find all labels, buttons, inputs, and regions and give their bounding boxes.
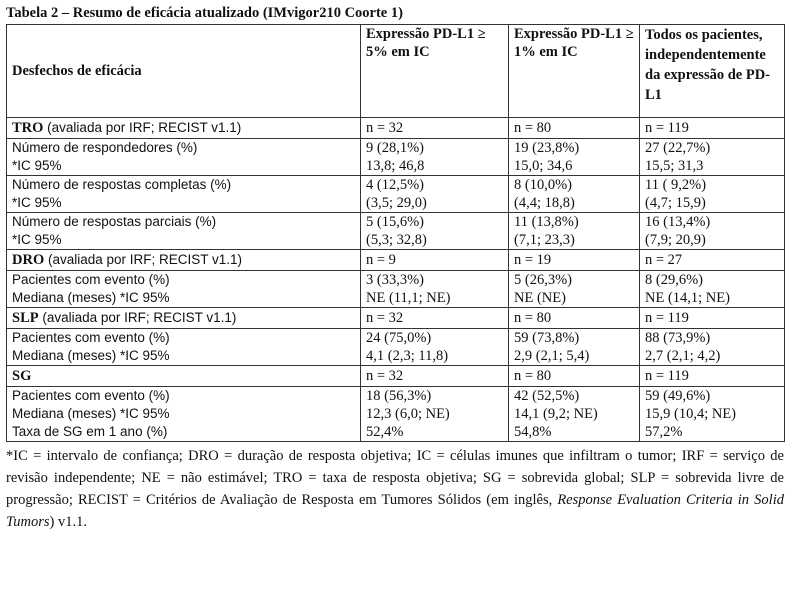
efficacy-table (6, 24, 785, 442)
row-label: Pacientes com evento (%) Mediana (meses) *IC 95% (7, 271, 361, 308)
table-cell: 3 (33,3%) NE (11,1; NE) (361, 271, 509, 308)
table-cell: 16 (13,4%) (7,9; 20,9) (640, 213, 785, 250)
table-cell: 27 (22,7%) 15,5; 31,3 (640, 139, 785, 176)
table-cell: n = 119 (640, 308, 785, 329)
table-cell: n = 32 (361, 118, 509, 139)
table-cell: n = 80 (509, 308, 640, 329)
table-cell: 24 (75,0%) 4,1 (2,3; 11,8) (361, 329, 509, 366)
row-label: Pacientes com evento (%) Mediana (meses) *IC 95% Taxa de SG em 1 ano (%) (7, 387, 361, 442)
header-all-patients: Todos os pacientes, independentemente da expressão de PD-L1 (640, 25, 785, 118)
table-cell: 59 (49,6%) 15,9 (10,4; NE) 57,2% (640, 387, 785, 442)
row-label: Número de respostas completas (%) *IC 95% (7, 176, 361, 213)
table-cell: n = 9 (361, 250, 509, 271)
table-cell: n = 119 (640, 366, 785, 387)
table-cell: n = 119 (640, 118, 785, 139)
table-cell: 18 (56,3%) 12,3 (6,0; NE) 52,4% (361, 387, 509, 442)
section-label: SLP (avaliada por IRF; RECIST v1.1) (7, 308, 361, 329)
section-label: SG (7, 366, 361, 387)
table-cell: 88 (73,9%) 2,7 (2,1; 4,2) (640, 329, 785, 366)
table-cell: n = 19 (509, 250, 640, 271)
table-row (7, 139, 785, 176)
row-label: Pacientes com evento (%) Mediana (meses) *IC 95% (7, 329, 361, 366)
table-cell: 5 (26,3%) NE (NE) (509, 271, 640, 308)
table-cell: n = 80 (509, 366, 640, 387)
table-cell: 8 (29,6%) NE (14,1; NE) (640, 271, 785, 308)
section-label: DRO (avaliada por IRF; RECIST v1.1) (7, 250, 361, 271)
table-row (7, 176, 785, 213)
table-cell: 11 ( 9,2%) (4,7; 15,9) (640, 176, 785, 213)
table-cell: 8 (10,0%) (4,4; 18,8) (509, 176, 640, 213)
table-row (7, 271, 785, 308)
table-cell: 9 (28,1%) 13,8; 46,8 (361, 139, 509, 176)
table-row (7, 213, 785, 250)
header-pdl1-5: Expressão PD-L1 ≥ 5% em IC (361, 25, 509, 118)
table-cell: n = 32 (361, 308, 509, 329)
section-row-tro (7, 118, 785, 139)
table-cell: 19 (23,8%) 15,0; 34,6 (509, 139, 640, 176)
section-row-sg (7, 366, 785, 387)
section-label: TRO (avaliada por IRF; RECIST v1.1) (7, 118, 361, 139)
table-cell: 4 (12,5%) (3,5; 29,0) (361, 176, 509, 213)
section-row-dro (7, 250, 785, 271)
table-row (7, 387, 785, 442)
table-cell: 42 (52,5%) 14,1 (9,2; NE) 54,8% (509, 387, 640, 442)
row-label: Número de respondedores (%) *IC 95% (7, 139, 361, 176)
table-caption: Tabela 2 – Resumo de eficácia atualizado (IMvigor210 Coorte 1) (6, 5, 403, 21)
table-header-row (7, 25, 785, 118)
table-footnote: *IC = intervalo de confiança; DRO = duração de resposta objetiva; IC = células imunes que infiltram o tumor; IRF = serviço de revisão independente; NE = não estimável; TRO = taxa de resposta objetiva; SG = sobrevida global; SLP = sobrevida livre de progressão; RECIST = Critérios de Avaliação de Resposta em Tumores Sólidos (em inglês, Response Evaluation Criteria in Solid Tumors) v1.1. (6, 448, 784, 530)
table-row (7, 329, 785, 366)
header-pdl1-1: Expressão PD-L1 ≥ 1% em IC (509, 25, 640, 118)
table-cell: 59 (73,8%) 2,9 (2,1; 5,4) (509, 329, 640, 366)
header-outcome: Desfechos de eficácia (7, 25, 361, 118)
table-cell: 11 (13,8%) (7,1; 23,3) (509, 213, 640, 250)
table-cell: n = 80 (509, 118, 640, 139)
table-cell: n = 27 (640, 250, 785, 271)
table-cell: n = 32 (361, 366, 509, 387)
row-label: Número de respostas parciais (%) *IC 95% (7, 213, 361, 250)
section-row-slp (7, 308, 785, 329)
document-page (6, 4, 790, 533)
table-cell: 5 (15,6%) (5,3; 32,8) (361, 213, 509, 250)
